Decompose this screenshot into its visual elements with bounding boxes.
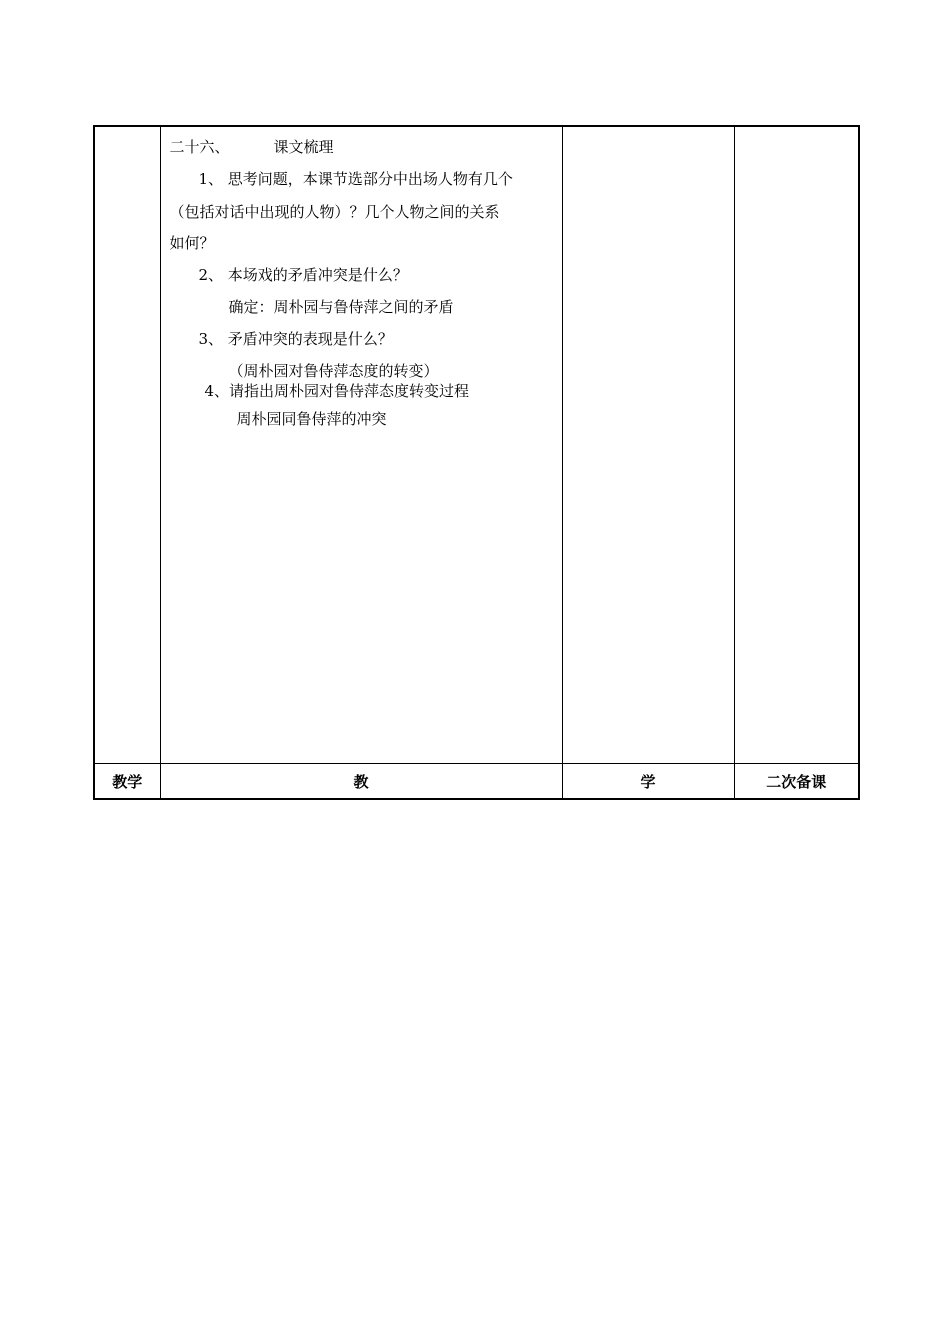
question-3: 3、 矛盾冲突的表现是什么？: [198, 330, 393, 348]
revision-empty-cell: [734, 126, 859, 764]
question-1-line-1: 1、 思考问题，本课节选部分中出场人物有几个: [198, 170, 513, 188]
question-2: 2、 本场戏的矛盾冲突是什么？: [198, 266, 408, 284]
question-3-answer: （周朴园对鲁侍萍态度的转变）: [228, 362, 439, 380]
content-row: [94, 126, 859, 764]
question-2-answer: 确定：周朴园与鲁侍萍之间的矛盾: [228, 298, 454, 316]
question-1-line-3: 如何？: [169, 234, 215, 252]
study-empty-cell: [562, 126, 734, 764]
lesson-content-cell: [160, 126, 562, 764]
question-4-answer: 周朴园同鲁侍萍的冲突: [236, 410, 387, 428]
footer-row: [94, 764, 859, 800]
footer-teach-label: 教: [160, 764, 562, 800]
lesson-plan-table: [93, 125, 860, 800]
footer-learn-label: 学: [562, 764, 734, 800]
left-empty-cell: [94, 126, 160, 764]
footer-revision-label: 二次备课: [734, 764, 859, 800]
section-heading: [170, 137, 334, 157]
heading-title: 课文梳理: [273, 138, 334, 156]
question-1-line-2: （包括对话中出现的人物）？几个人物之间的关系: [169, 203, 500, 221]
question-4: 4、请指出周朴园对鲁侍萍态度转变过程: [204, 382, 470, 400]
heading-number: 二十六、: [169, 138, 230, 156]
footer-teaching-label: 教学: [94, 764, 160, 800]
